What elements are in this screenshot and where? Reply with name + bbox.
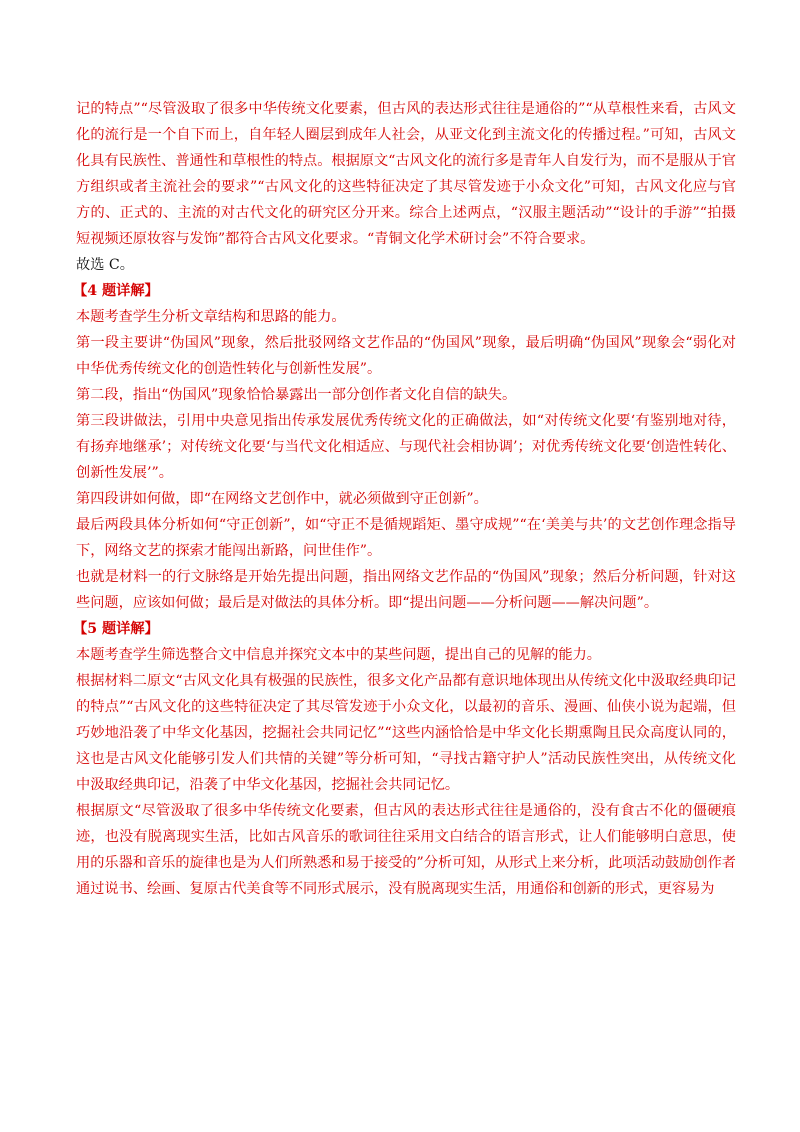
q5-paragraph-2: 根据原文“尽管汲取了很多中华传统文化要素，但古风的表达形式往往是通俗的，没有食古不化的僵硬痕迹，也没有脱离现实生活，比如古风音乐的歌词往往采用文白结合的语言形式，让人们能够明白意思，使用的乐器和音乐的旋律也是为人们所熟悉和易于接受的”分析可知，从形式上来分析，此项活动鼓励创作者通过说书、绘画、复原古代美食等不同形式展示，没有脱离现实生活，用通俗和创新的形式，更容易为 [76, 803, 736, 897]
q5-intro: 本题考查学生筛选整合文中信息并探究文本中的某些问题，提出自己的见解的能力。 [76, 647, 601, 663]
section-heading-q5: 【5 题详解】 [73, 621, 159, 637]
q4-paragraph-1: 第一段主要讲“伪国风”现象，然后批驳网络文艺作品的“伪国风”现象，最后明确“伪国风”现象会“弱化对中华优秀传统文化的创造性转化与创新性发展”。 [76, 335, 736, 377]
paragraph-3-conclusion: 记的特点”“尽管汲取了很多中华传统文化要素，但古风的表达形式往往是通俗的”“从草根性来看，古风文化的流行是一个自下而上，自年轻人圈层到成年人社会，从亚文化到主流文化的传播过程。”可知，古风文化具有民族性、普通性和草根性的特点。根据原文“古风文化的流行多是青年人自发行为，而不是服从于官方组织或者主流社会的要求”“古风文化的这些特征决定了其尽管发迹于小众文化”可知，古风文化应与官方的、正式的、主流的对古代文化的研究区分开来。综合上述两点，“汉服主题活动”“设计的手游”“拍摄短视频还原妆容与发饰”都符合古风文化要求。“青铜文化学术研讨会”不符合要求。 [76, 101, 736, 247]
document-body [73, 96, 736, 902]
q4-summary: 也就是材料一的行文脉络是开始先提出问题，指出网络文艺作品的“伪国风”现象；然后分析问题，针对这些问题，应该如何做；最后是对做法的具体分析。即“提出问题——分析问题——解决问题”。 [76, 569, 736, 611]
q5-paragraph-1: 根据材料二原文“古风文化具有极强的民族性，很多文化产品都有意识地体现出从传统文化中汲取经典印记的特点”“古风文化的这些特征决定了其尽管发迹于小众文化，以最初的音乐、漫画、仙侠小说为起端，但巧妙地沿袭了中华文化基因，挖掘社会共同记忆”“这些内涵恰恰是中华文化长期熏陶且民众高度认同的，这也是古风文化能够引发人们共情的关键”等分析可知，“寻找古籍守护人”活动民族性突出，从传统文化中汲取经典印记，沿袭了中华文化基因，挖掘社会共同记忆。 [76, 673, 736, 793]
q4-paragraph-2: 第二段，指出“伪国风”现象恰恰暴露出一部分创作者文化自信的缺失。 [76, 387, 517, 403]
section-heading-q4: 【4 题详解】 [73, 283, 159, 299]
q4-paragraph-3: 第三段讲做法，引用中央意见指出传承发展优秀传统文化的正确做法，如“对传统文化要‘有鉴别地对待，有扬弃地继承’；对传统文化要‘与当代文化相适应、与现代社会相协调’；对优秀传统文化要‘创造性转化、创新性发展’”。 [76, 413, 736, 481]
answer-choice: 故选 C。 [76, 257, 134, 273]
q4-paragraph-4: 第四段讲如何做，即“在网络文艺创作中，就必须做到守正创新”。 [76, 491, 488, 507]
q4-intro: 本题考查学生分析文章结构和思路的能力。 [76, 309, 346, 325]
q4-paragraph-5: 最后两段具体分析如何“守正创新”，如“守正不是循规蹈矩、墨守成规”“在‘美美与共’的文艺创作理念指导下，网络文艺的探索才能闯出新路，问世佳作”。 [76, 517, 736, 559]
